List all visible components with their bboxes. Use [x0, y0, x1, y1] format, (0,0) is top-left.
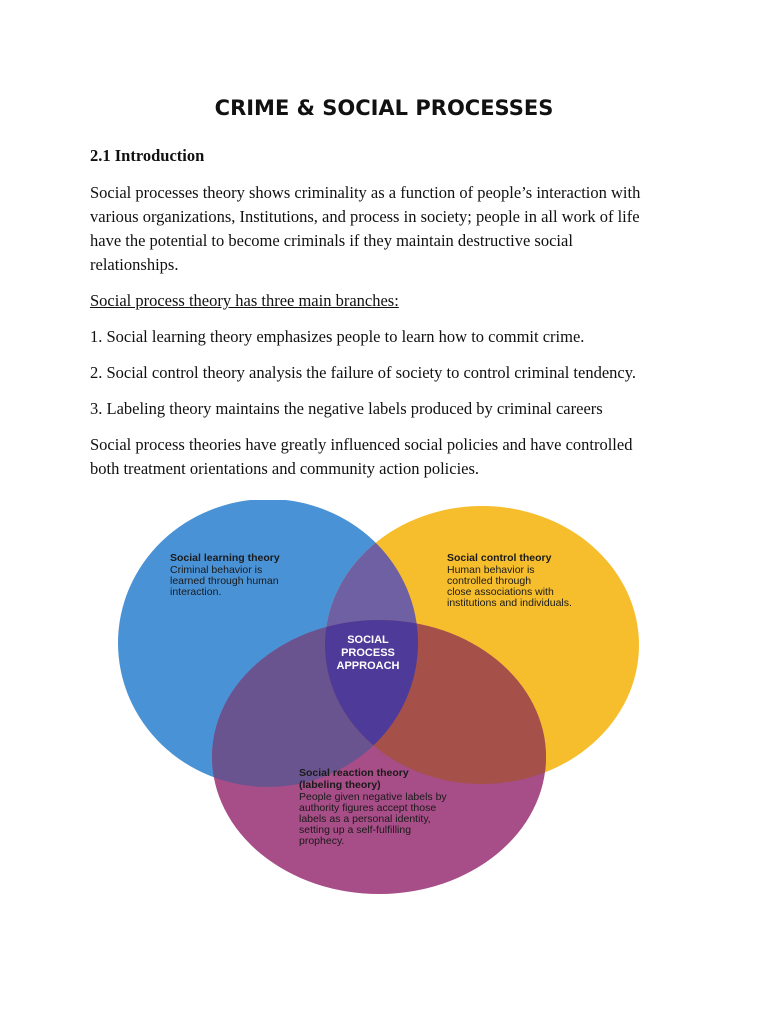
closing-line: both treatment orientations and community action policies.: [90, 459, 480, 478]
intro-line: have the potential to become criminals if they maintain destructive social: [90, 231, 573, 250]
center-label-line: PROCESS: [341, 647, 395, 659]
learning-text-line: interaction.: [170, 586, 222, 598]
center-label-line: SOCIAL: [347, 634, 389, 646]
closing-line: Social process theories have greatly influenced social policies and have controlled: [90, 435, 633, 454]
branch-item: 3. Labeling theory maintains the negative labels produced by criminal careers: [90, 399, 603, 418]
reaction-text-line: People given negative labels by: [299, 791, 447, 803]
branches-heading: Social process theory has three main branches:: [90, 291, 399, 310]
intro-line: various organizations, Institutions, and process in society; people in all work of life: [90, 207, 640, 226]
control-text-line: close associations with: [447, 586, 554, 598]
reaction-title-line: Social reaction theory: [299, 767, 409, 779]
document-title: CRIME & SOCIAL PROCESSES: [214, 96, 554, 120]
center-label-line: APPROACH: [336, 660, 400, 672]
control-title: Social control theory: [447, 552, 552, 564]
learning-text-line: Criminal behavior is: [170, 564, 263, 576]
closing-paragraph: [90, 433, 710, 481]
control-text-line: Human behavior is: [447, 564, 535, 576]
venn-diagram: [118, 500, 650, 896]
intro-line: Social processes theory shows criminality as a function of people’s interaction with: [90, 183, 641, 202]
reaction-title-line: (labeling theory): [299, 779, 381, 791]
branch-item: 2. Social control theory analysis the failure of society to control criminal tendency.: [90, 363, 637, 382]
learning-title: Social learning theory: [170, 552, 280, 564]
reaction-text-line: prophecy.: [299, 835, 345, 847]
control-text-line: controlled through: [447, 575, 532, 587]
reaction-text-line: setting up a self-fulfilling: [299, 824, 412, 836]
venn-svg: [118, 500, 650, 896]
reaction-text-line: labels as a personal identity,: [299, 813, 431, 825]
learning-text-line: learned through human: [170, 575, 279, 587]
intro-paragraph: [90, 181, 710, 277]
intro-line: relationships.: [90, 255, 179, 274]
reaction-text-line: authority figures accept those: [299, 802, 437, 814]
branch-item: 1. Social learning theory emphasizes people to learn how to commit crime.: [90, 327, 585, 346]
control-text-line: institutions and individuals.: [447, 597, 572, 609]
section-heading: 2.1 Introduction: [90, 146, 205, 165]
document-body: [90, 144, 710, 493]
